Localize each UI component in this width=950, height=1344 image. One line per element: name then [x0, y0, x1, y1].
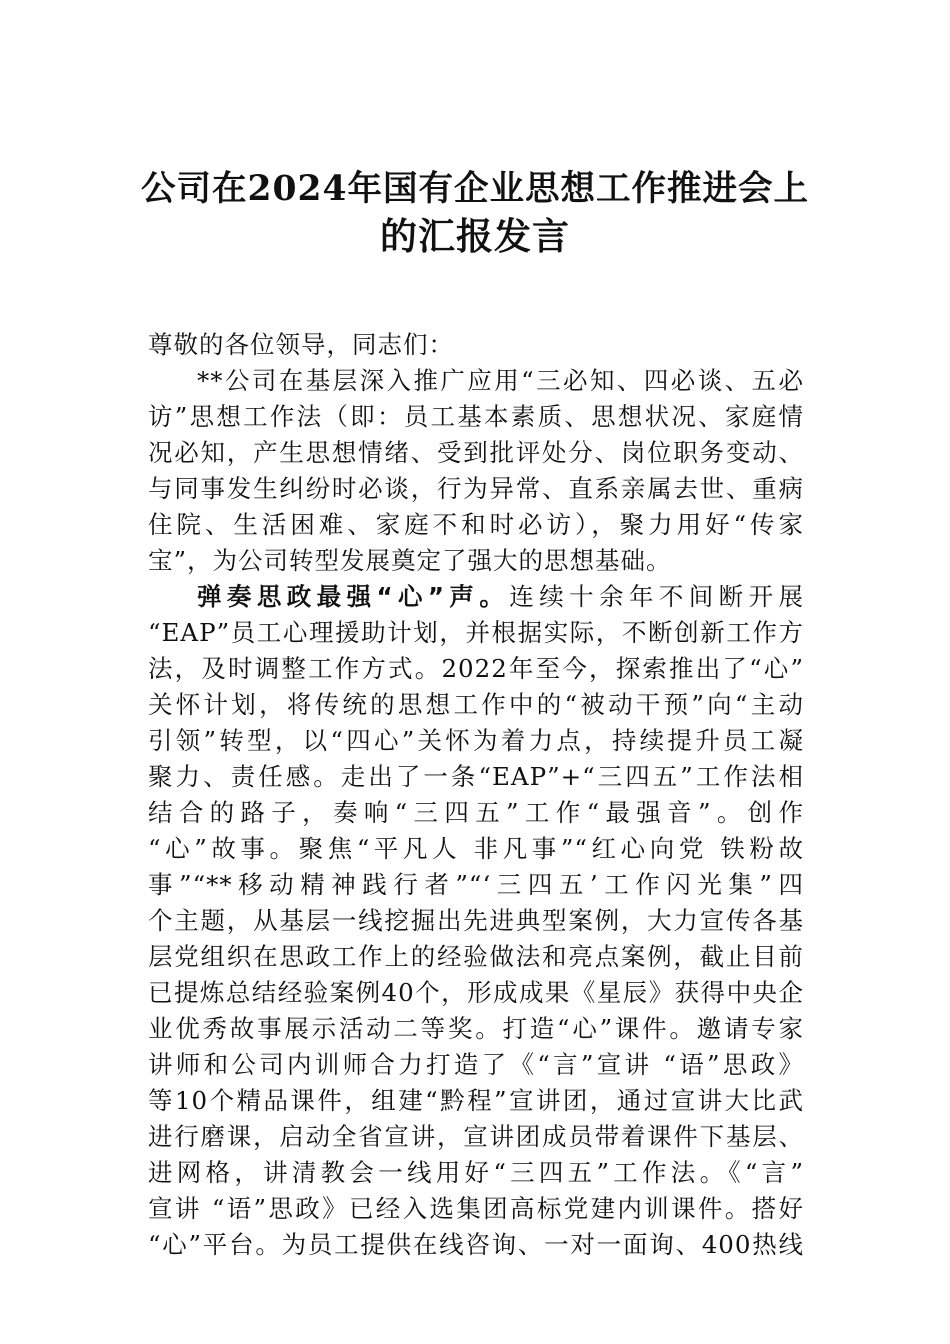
section1-line: “EAP”员工心理援助计划，并根据实际，不断创新工作方	[148, 618, 804, 647]
section1-line: 讲师和公司内训师合力打造了《“言”宣讲 “语”思政》	[148, 1050, 804, 1079]
section1-heading: 弹奏思政最强“心”声。	[197, 582, 510, 611]
section1-line: 业优秀故事展示活动二等奖。打造“心”课件。邀请专家	[148, 1014, 804, 1043]
intro-line: 住院、生活困难、家庭不和时必访），聚力用好“传家	[148, 510, 804, 539]
intro-line: 访”思想工作法（即：员工基本素质、思想状况、家庭情	[148, 402, 804, 431]
section1-line: “心”平台。为员工提供在线咨询、一对一面询、400热线	[148, 1230, 804, 1259]
section1-line: 关怀计划，将传统的思想工作中的“被动干预”向“主动	[148, 690, 804, 719]
section1-line: 层党组织在思政工作上的经验做法和亮点案例，截止目前	[148, 942, 804, 971]
section1-line: 聚力、责任感。走出了一条“EAP”+“三四五”工作法相	[148, 762, 804, 791]
section1-line: 法，及时调整工作方式。2022年至今，探索推出了“心”	[148, 654, 804, 683]
section1-line: “心”故事。聚焦“平凡人 非凡事”“红心向党 铁粉故	[148, 834, 804, 863]
section1-line: 进网格，讲清教会一线用好“三四五”工作法。《“言”	[148, 1158, 804, 1187]
section1-line: 事”“**移动精神践行者”“‘三四五’工作闪光集”四	[148, 870, 804, 899]
intro-line: 与同事发生纠纷时必谈，行为异常、直系亲属去世、重病	[148, 474, 804, 503]
intro-line: **公司在基层深入推广应用“三必知、四必谈、五必	[197, 366, 804, 395]
intro-line: 况必知，产生思想情绪、受到批评处分、岗位职务变动、	[148, 438, 804, 467]
section1-first-line-text: 连续十余年不间断开展	[509, 582, 805, 611]
section1-line: 宣讲 “语”思政》已经入选集团高标党建内训课件。搭好	[148, 1194, 804, 1223]
section1-line: 个主题，从基层一线挖掘出先进典型案例，大力宣传各基	[148, 906, 804, 935]
section1-line: 进行磨课，启动全省宣讲，宣讲团成员带着课件下基层、	[148, 1122, 804, 1151]
intro-line: 宝”，为公司转型发展奠定了强大的思想基础。	[148, 546, 672, 575]
salutation: 尊敬的各位领导，同志们：	[148, 330, 454, 359]
section1-first-line	[197, 579, 804, 615]
document-title-line-1: 公司在2024年国有企业思想工作推进会上	[140, 169, 810, 209]
section1-line: 已提炼总结经验案例40个，形成成果《星辰》获得中央企	[148, 978, 804, 1007]
document-title-line-2: 的汇报发言	[380, 214, 570, 258]
section1-line: 等10个精品课件，组建“黔程”宣讲团，通过宣讲大比武	[148, 1086, 804, 1115]
section1-line: 引领”转型，以“四心”关怀为着力点，持续提升员工凝	[148, 726, 804, 755]
section1-line: 结合的路子，奏响“三四五”工作“最强音”。创作	[148, 798, 804, 827]
